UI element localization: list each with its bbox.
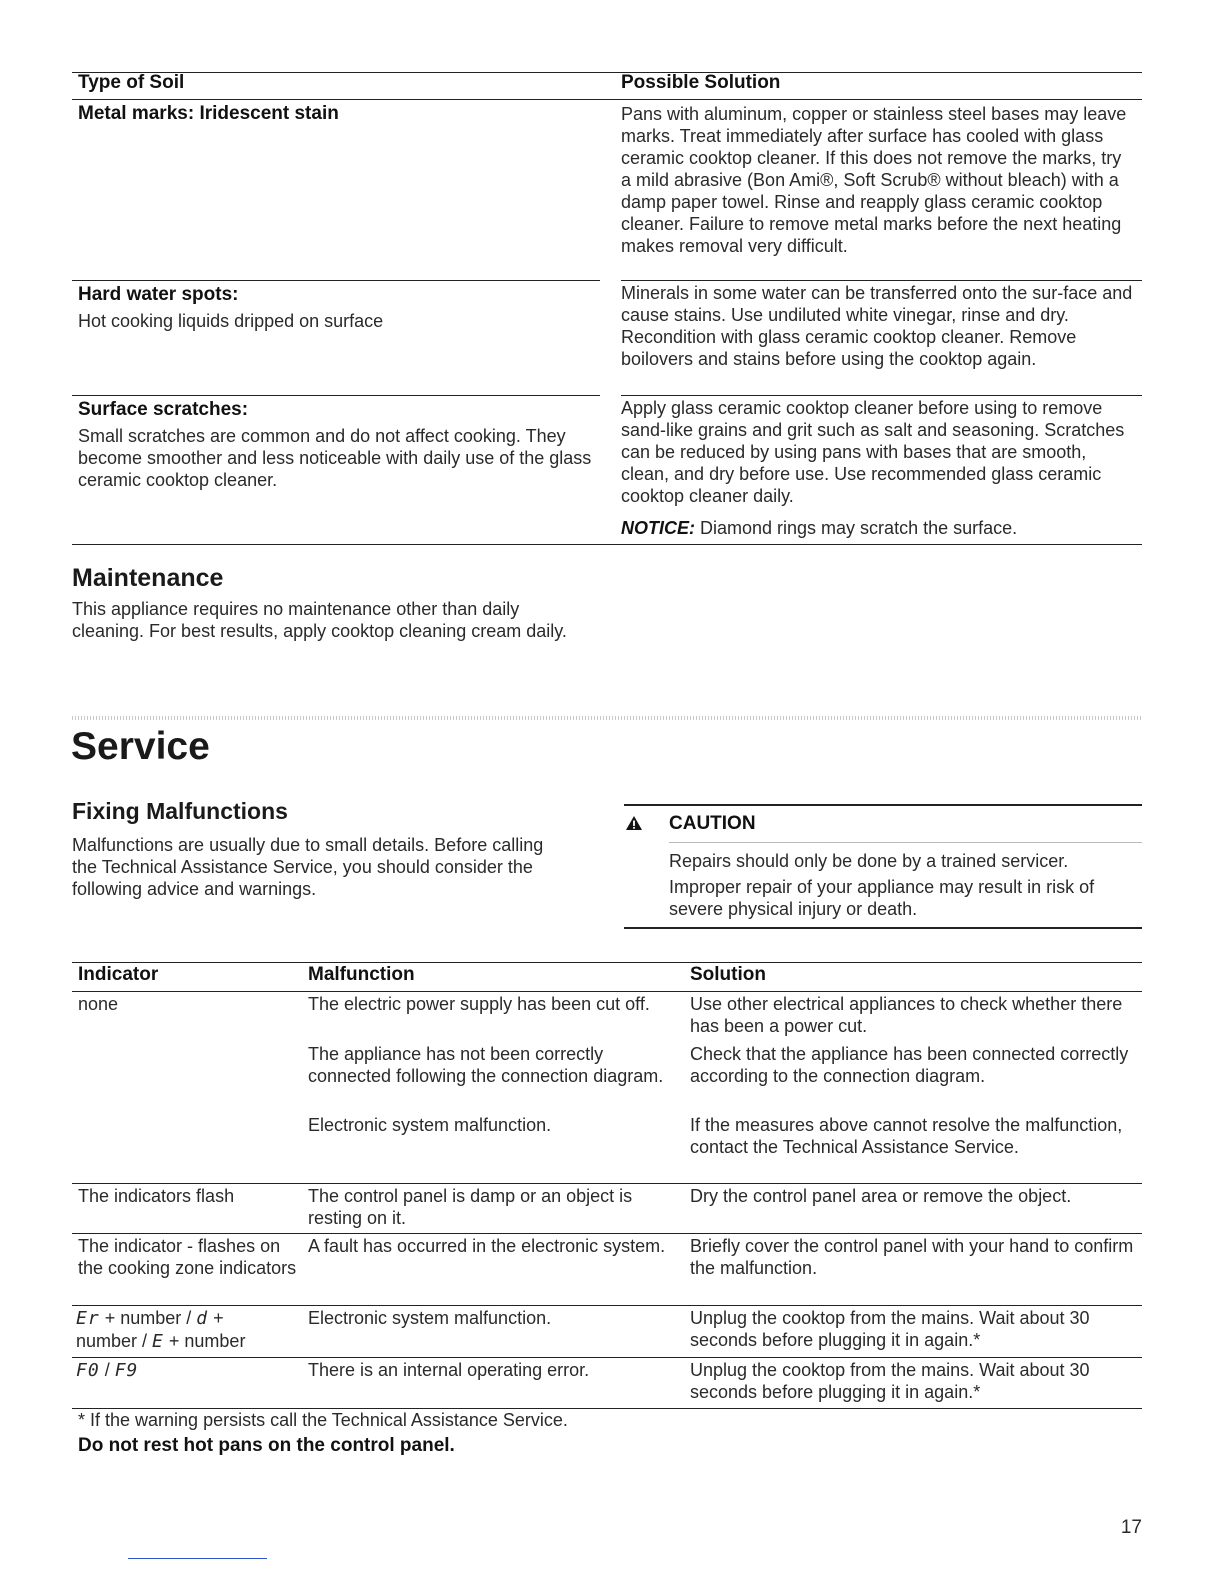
solution-power-cut: Use other electrical appliances to check whether there has been a power cut. <box>690 994 1123 1036</box>
table-top-rule <box>72 72 1142 73</box>
malfunction-damp-panel: The control panel is damp or an object is resting on it. <box>308 1186 633 1228</box>
malfunction-electronic-fault: A fault has occurred in the electronic system. <box>308 1236 666 1256</box>
warning-triangle-icon <box>624 813 644 833</box>
row-divider-right <box>621 395 1142 396</box>
footnote: * If the warning persists call the Technical Assistance Service. <box>78 1410 568 1430</box>
caution-label: CAUTION <box>669 813 756 834</box>
row-divider <box>72 1183 1142 1184</box>
soil-header-type: Type of Soil <box>78 72 185 93</box>
soil-type-hard-water: Hard water spots: <box>78 284 239 305</box>
soil-type-scratches: Surface scratches: <box>78 399 249 420</box>
row-divider <box>72 1357 1142 1358</box>
code-text: number / <box>76 1331 153 1351</box>
row-divider <box>72 1305 1142 1306</box>
maintenance-heading: Maintenance <box>72 564 224 592</box>
service-title: Service <box>71 725 210 768</box>
header-malfunction: Malfunction <box>308 964 415 985</box>
solution-contact-service: If the measures above cannot resolve the malfunction, contact the Technical Assistance Service. <box>690 1115 1123 1157</box>
table-header-rule <box>72 99 1142 100</box>
code-separator: / <box>99 1360 115 1380</box>
indicator-error-codes <box>76 1307 302 1353</box>
malfunction-header-rule <box>72 991 1142 992</box>
maintenance-body: This appliance requires no maintenance other than daily cleaning. For best results, apply cooktop cleaning cream daily. <box>72 599 567 641</box>
code-e: E <box>152 1331 164 1352</box>
row-divider-left <box>72 395 600 396</box>
section-separator <box>72 716 1142 720</box>
indicator-none: none <box>78 994 119 1014</box>
code-er: Er <box>76 1308 100 1329</box>
page-number: 17 <box>1120 1517 1142 1538</box>
indicator-f-codes <box>76 1359 302 1382</box>
malfunction-table-top-rule <box>72 962 1142 963</box>
soil-header-solution: Possible Solution <box>621 72 781 93</box>
soil-type-hard-water-desc: Hot cooking liquids dripped on surface <box>78 311 384 331</box>
code-text: + number <box>163 1331 246 1351</box>
caution-bottom-rule <box>624 927 1142 929</box>
bottom-link-rule <box>128 1558 267 1559</box>
caution-line-1: Repairs should only be done by a trained servicer. <box>669 851 1069 871</box>
caution-header-rule <box>669 842 1142 843</box>
code-f9: F9 <box>114 1360 139 1381</box>
notice-text: Diamond rings may scratch the surface. <box>695 518 1018 538</box>
malfunction-electronic: Electronic system malfunction. <box>308 1115 552 1135</box>
solution-dry-panel: Dry the control panel area or remove the object. <box>690 1186 1072 1206</box>
solution-not-connected: Check that the appliance has been connected correctly according to the connection diagram. <box>690 1044 1129 1086</box>
soil-type-scratches-desc: Small scratches are common and do not affect cooking. They become smoother and less noticeable with daily use of the glass ceramic cooktop cleaner. <box>78 426 592 490</box>
malfunction-power-cut: The electric power supply has been cut off. <box>308 994 650 1014</box>
caution-line-2: Improper repair of your appliance may result in risk of severe physical injury or death. <box>669 877 1095 919</box>
malfunction-internal-error: There is an internal operating error. <box>308 1360 590 1380</box>
soil-solution-metal-marks: Pans with aluminum, copper or stainless steel bases may leave marks. Treat immediately after surface has cooled with glass ceramic cooktop cleaner. If this does not remove the marks, try a mild abrasive (Bon Ami®, Soft Scrub® without bleach) with a damp paper towel. Rinse and reapply glass ceramic cooktop cleaner. Failure to remove metal marks before the next heating makes removal very difficult. <box>621 104 1127 256</box>
row-divider-right <box>621 280 1142 281</box>
code-text: + <box>208 1308 224 1328</box>
malfunction-not-connected: The appliance has not been correctly connected following the connection diagram. <box>308 1044 664 1086</box>
header-indicator: Indicator <box>78 964 159 985</box>
soil-type-metal-marks: Metal marks: Iridescent stain <box>78 103 339 124</box>
row-divider-left <box>72 280 600 281</box>
code-f0: F0 <box>76 1360 100 1381</box>
soil-solution-scratches: Apply glass ceramic cooktop cleaner before using to remove sand-like grains and grit such as salt and seasoning. Scratches can be reduced by using pans with bases that are smooth, clean, and dry before use. Use recommended glass ceramic cooktop cleaner daily. <box>621 398 1125 506</box>
notice <box>621 517 1136 539</box>
notice-label: NOTICE: <box>621 518 695 538</box>
final-warning: Do not rest hot pans on the control panel. <box>78 1435 455 1456</box>
fixing-malfunctions-heading: Fixing Malfunctions <box>72 798 288 824</box>
table-bottom-rule <box>72 544 1142 545</box>
code-text: + number / <box>99 1308 197 1328</box>
indicator-dash-flashes: The indicator - flashes on the cooking zone indicators <box>78 1236 297 1278</box>
solution-cover-panel: Briefly cover the control panel with your hand to confirm the malfunction. <box>690 1236 1134 1278</box>
row-divider <box>72 1233 1142 1234</box>
solution-unplug-2: Unplug the cooktop from the mains. Wait about 30 seconds before plugging it in again.* <box>690 1360 1090 1402</box>
header-solution: Solution <box>690 964 766 985</box>
soil-solution-hard-water: Minerals in some water can be transferred onto the sur-face and cause stains. Use undiluted white vinegar, rinse and dry. Recondition with glass ceramic cooktop cleaner. Remove boilovers and stains before using the cooktop again. <box>621 283 1133 369</box>
fixing-malfunctions-body: Malfunctions are usually due to small details. Before calling the Technical Assistance Service, you should consider the following advice and warnings. <box>72 835 544 899</box>
caution-top-rule <box>624 804 1142 806</box>
malfunction-electronic-system: Electronic system malfunction. <box>308 1308 552 1328</box>
code-d: d <box>196 1308 209 1329</box>
solution-unplug: Unplug the cooktop from the mains. Wait about 30 seconds before plugging it in again.* <box>690 1308 1090 1350</box>
indicator-flash: The indicators flash <box>78 1186 235 1206</box>
